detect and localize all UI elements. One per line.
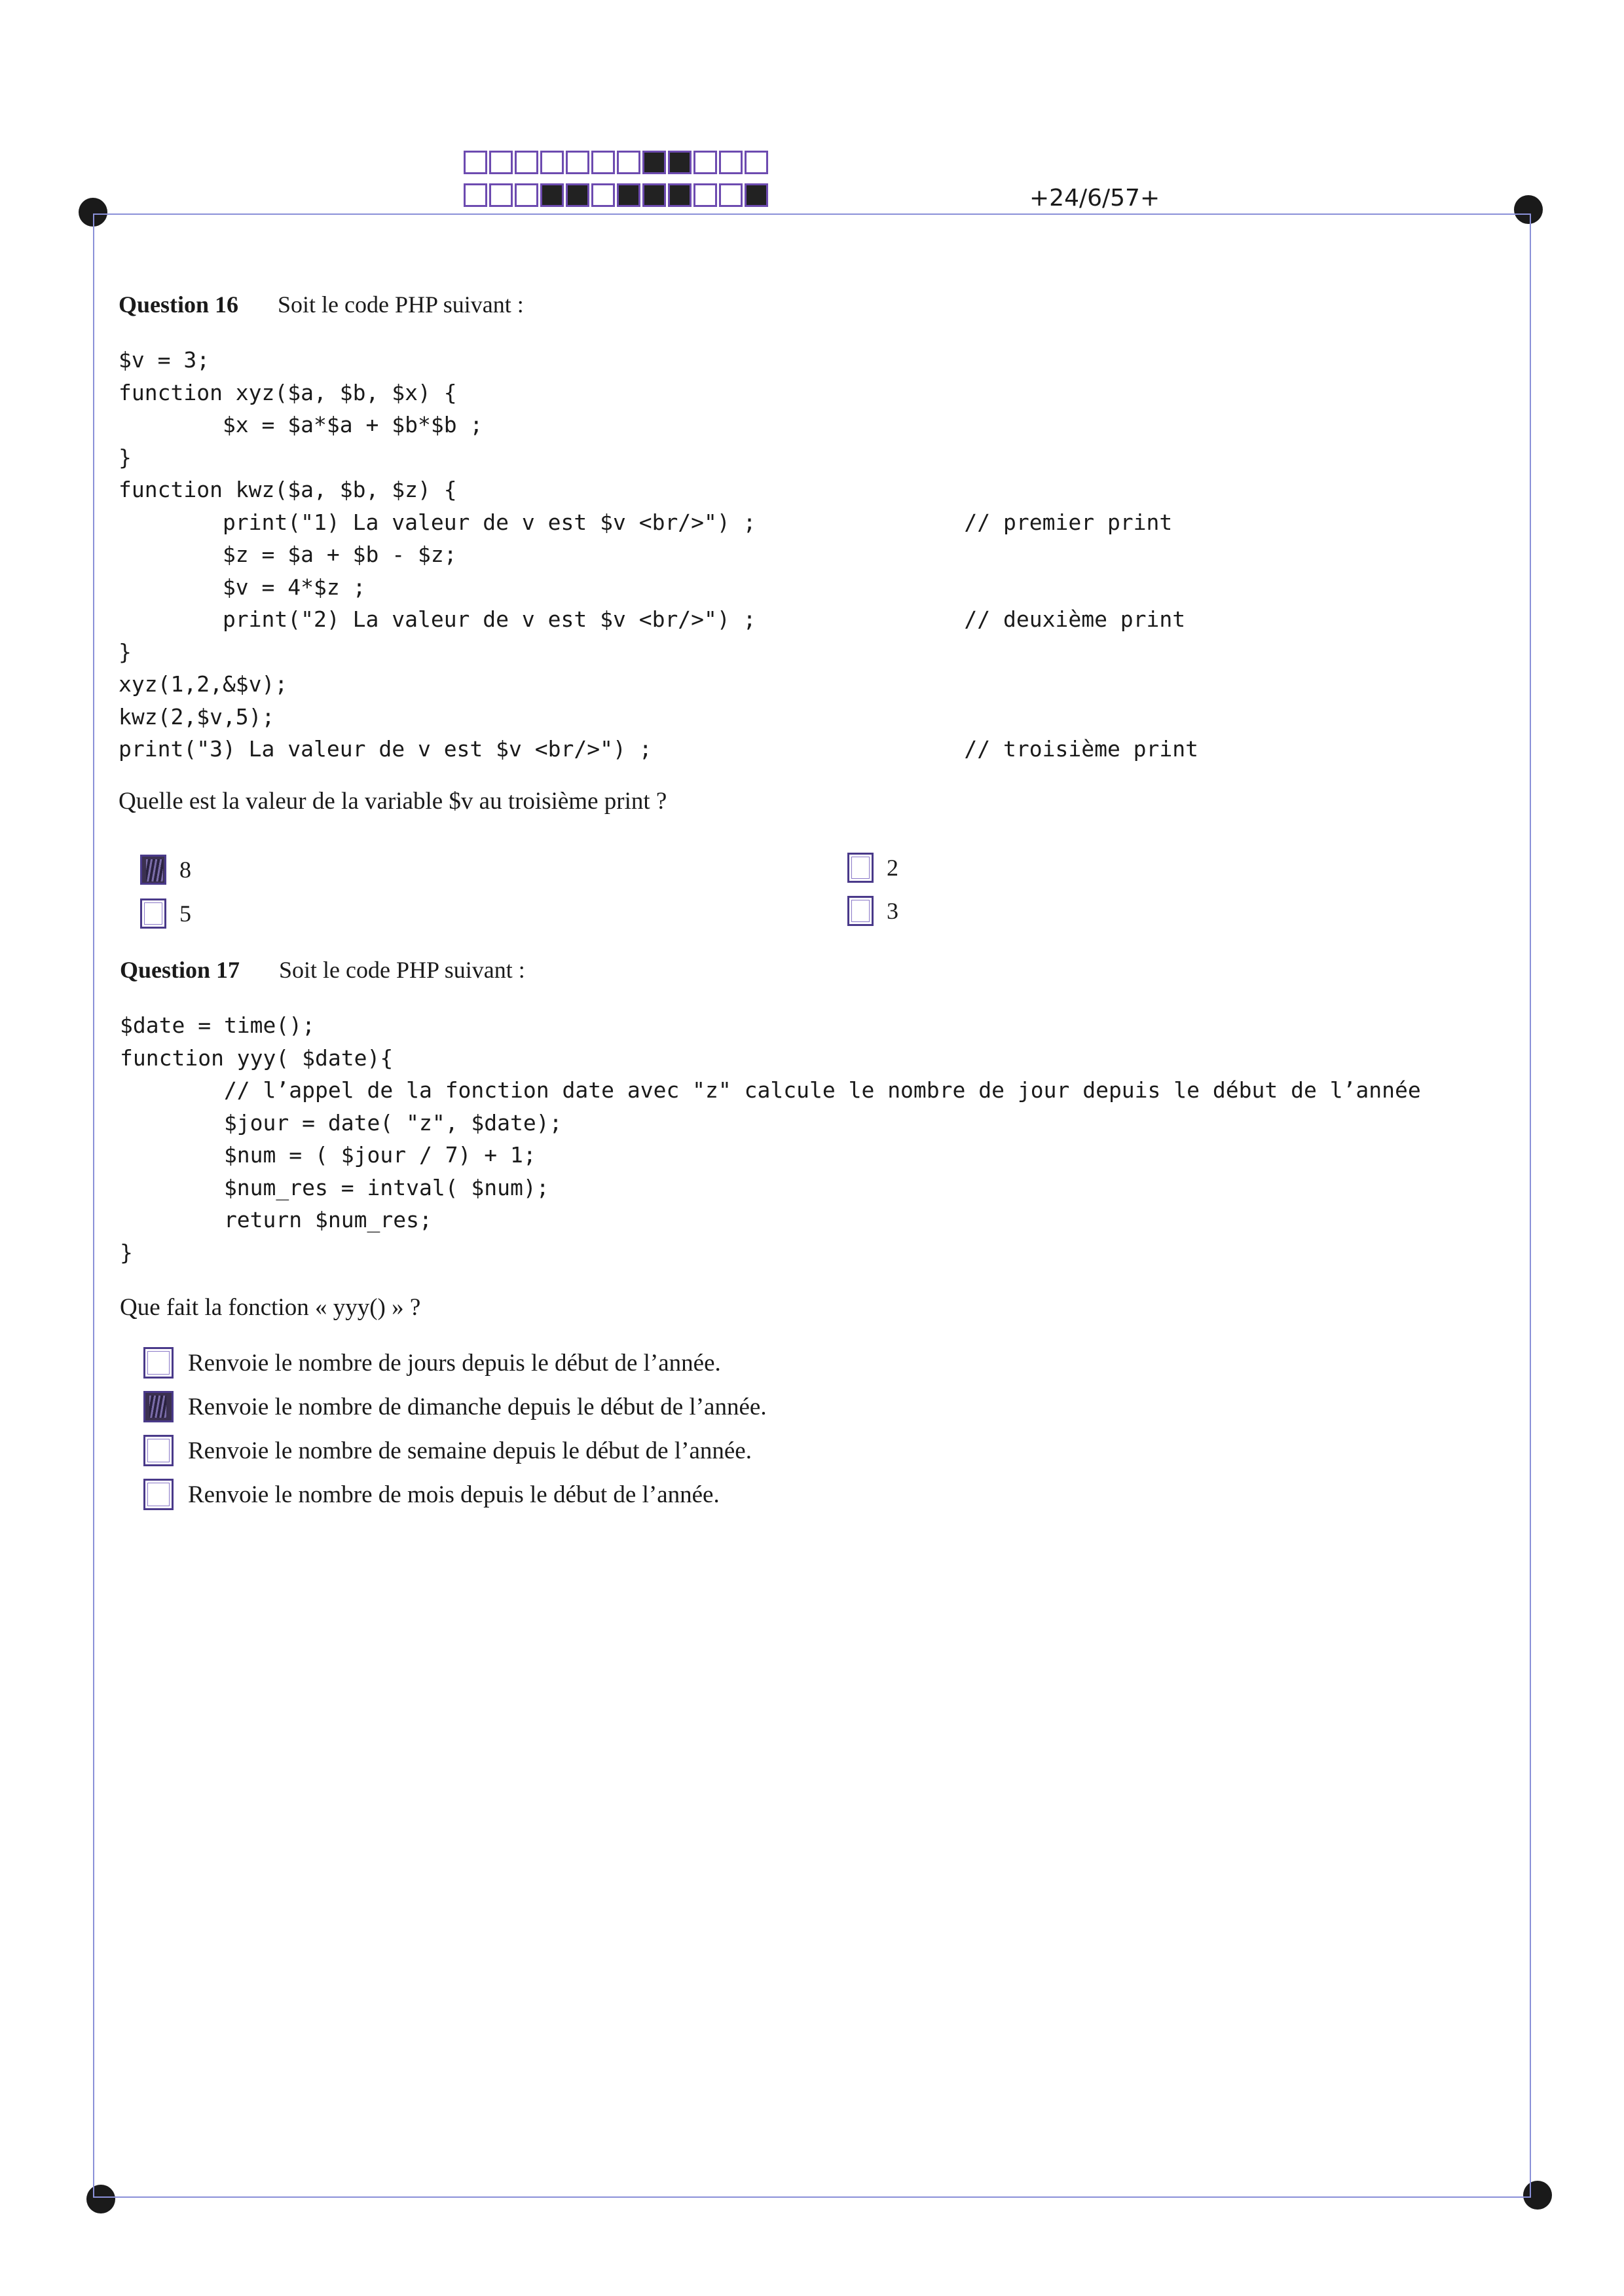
id-grid-row-2 bbox=[464, 183, 770, 207]
q17-option-semaine[interactable] bbox=[143, 1435, 752, 1466]
id-cell-empty bbox=[515, 151, 538, 174]
q16-option-2[interactable] bbox=[847, 853, 898, 883]
option-label: Renvoie le nombre de semaine depuis le début de l’année. bbox=[188, 1437, 752, 1464]
checkbox[interactable] bbox=[143, 1347, 174, 1379]
option-label: 2 bbox=[887, 855, 898, 881]
q16-option-8[interactable] bbox=[140, 855, 191, 885]
id-cell-empty bbox=[745, 151, 768, 174]
id-cell-empty bbox=[693, 183, 717, 207]
id-cell-filled bbox=[668, 183, 692, 207]
id-cell-empty bbox=[515, 183, 538, 207]
checkbox[interactable] bbox=[847, 896, 874, 926]
option-label: Renvoie le nombre de mois depuis le début de l’année. bbox=[188, 1481, 720, 1508]
q16-option-3[interactable] bbox=[847, 896, 898, 926]
checkbox-checked[interactable] bbox=[143, 1391, 174, 1422]
id-cell-empty bbox=[489, 151, 513, 174]
checkbox[interactable] bbox=[143, 1479, 174, 1510]
id-cell-empty bbox=[540, 151, 564, 174]
question-17-label: Question 17 bbox=[120, 957, 240, 983]
option-label: 8 bbox=[179, 857, 191, 883]
checkbox[interactable] bbox=[847, 853, 874, 883]
question-17-intro: Soit le code PHP suivant : bbox=[279, 957, 525, 983]
id-cell-filled bbox=[617, 183, 640, 207]
option-label: Renvoie le nombre de jours depuis le début de l’année. bbox=[188, 1349, 721, 1377]
option-label: 3 bbox=[887, 898, 898, 924]
id-cell-filled bbox=[642, 183, 666, 207]
id-cell-empty bbox=[719, 151, 743, 174]
id-cell-filled bbox=[668, 151, 692, 174]
q17-option-dimanche[interactable] bbox=[143, 1391, 767, 1422]
page-code: +24/6/57+ bbox=[1029, 185, 1160, 212]
id-cell-empty bbox=[719, 183, 743, 207]
id-cell-empty bbox=[464, 151, 487, 174]
question-16-label: Question 16 bbox=[119, 291, 239, 318]
question-17-text: Que fait la fonction « yyy() » ? bbox=[120, 1294, 421, 1321]
checkbox[interactable] bbox=[143, 1435, 174, 1466]
checkbox[interactable] bbox=[140, 898, 166, 929]
id-cell-filled bbox=[540, 183, 564, 207]
q17-option-mois[interactable] bbox=[143, 1479, 720, 1510]
id-cell-filled bbox=[566, 183, 589, 207]
id-cell-filled bbox=[642, 151, 666, 174]
option-label: 5 bbox=[179, 900, 191, 927]
checkbox-checked[interactable] bbox=[140, 855, 166, 885]
q17-option-jours[interactable] bbox=[143, 1347, 721, 1379]
id-cell-empty bbox=[693, 151, 717, 174]
question-17-heading bbox=[120, 956, 525, 984]
question-16-intro: Soit le code PHP suivant : bbox=[278, 291, 524, 318]
id-cell-empty bbox=[591, 151, 615, 174]
id-cell-filled bbox=[745, 183, 768, 207]
question-16-heading bbox=[119, 291, 524, 318]
id-cell-empty bbox=[566, 151, 589, 174]
id-cell-empty bbox=[489, 183, 513, 207]
id-grid-row-1 bbox=[464, 151, 770, 174]
option-label: Renvoie le nombre de dimanche depuis le début de l’année. bbox=[188, 1393, 767, 1420]
question-16-text: Quelle est la valeur de la variable $v au troisième print ? bbox=[119, 788, 667, 815]
id-cell-empty bbox=[591, 183, 615, 207]
question-16-code: $v = 3; function xyz($a, $b, $x) { $x = $a*$a + $b*$b ; } function kwz($a, $b, $z) { print("1) La valeur de v est $v <br/>") ; // premier print $z = $a + $b - $z; $v = 4*$z ; print("2) La valeur de v est $v <br/>") ; // deuxième print } xyz(1,2,&$v); kwz(2,$v,5); print("3) La valeur de v est $v <br/>") ; // troisième print bbox=[119, 347, 1199, 762]
q16-option-5[interactable] bbox=[140, 898, 191, 929]
id-cell-empty bbox=[464, 183, 487, 207]
id-cell-empty bbox=[617, 151, 640, 174]
question-17-code: $date = time(); function yyy( $date){ // l’appel de la fonction date avec "z" calcule le nombre de jour depuis le début de l’année $jour = date( "z", $date); $num = ( $jour / 7) + 1; $num_res = intval( $num); return $num_res; } bbox=[120, 1012, 1421, 1265]
